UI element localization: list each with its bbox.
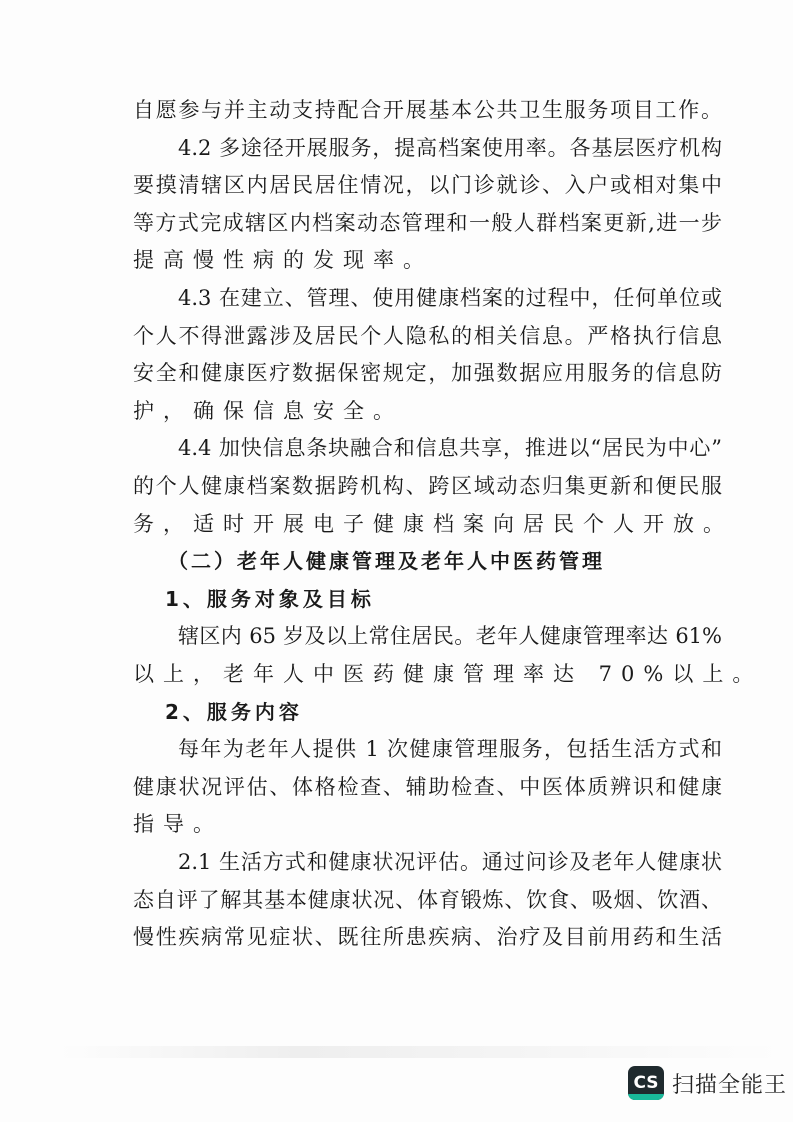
text-line: 4.2 多途径开展服务，提高档案使用率。各基层医疗机构 bbox=[178, 135, 722, 160]
subsection-heading: 2、服务内容 bbox=[165, 699, 303, 724]
scan-smudge bbox=[60, 1046, 780, 1058]
text-line: 个人不得泄露涉及居民个人隐私的相关信息。严格执行信息 bbox=[133, 323, 722, 348]
text-line: 要摸清辖区内居民居住情况，以门诊就诊、入户或相对集中 bbox=[133, 173, 722, 198]
text-line: 自愿参与并主动支持配合开展基本公共卫生服务项目工作。 bbox=[133, 98, 722, 122]
text-line: 每年为老年人提供 1 次健康管理服务，包括生活方式和 bbox=[178, 737, 722, 762]
text-line: 辖区内 65 岁及以上常住居民。老年人健康管理率达 61% bbox=[178, 624, 722, 649]
text-line: 以上，老年人中医药健康管理率达 70%以上。 bbox=[133, 662, 763, 686]
text-line: 4.3 在建立、管理、使用健康档案的过程中，任何单位或 bbox=[178, 286, 722, 310]
text-line: 务，适时开展电子健康档案向居民个人开放。 bbox=[133, 511, 733, 536]
text-line: 护，确保信息安全。 bbox=[133, 398, 403, 423]
text-line: 安全和健康医疗数据保密规定，加强数据应用服务的信息防 bbox=[133, 361, 722, 386]
text-line: 健康状况评估、体格检查、辅助检查、中医体质辨识和健康 bbox=[133, 774, 722, 799]
text-line: 指导。 bbox=[133, 812, 223, 837]
text-line: 2.1 生活方式和健康状况评估。通过问诊及老年人健康状 bbox=[178, 850, 722, 874]
text-line: 的个人健康档案数据跨机构、跨区域动态归集更新和便民服 bbox=[133, 474, 722, 498]
camscanner-watermark bbox=[628, 1066, 787, 1100]
text-line: 态自评了解其基本健康状况、体育锻炼、饮食、吸烟、饮酒、 bbox=[133, 887, 722, 912]
subsection-heading: 1、服务对象及目标 bbox=[165, 586, 375, 611]
cs-logo-icon: CS bbox=[628, 1066, 664, 1100]
text-line: 提高慢性病的发现率。 bbox=[133, 248, 433, 273]
text-line: 慢性疾病常见症状、既往所患疾病、治疗及目前用药和生活 bbox=[133, 925, 722, 950]
text-line: 等方式完成辖区内档案动态管理和一般人群档案更新,进一步 bbox=[133, 210, 722, 235]
section-heading: （二）老年人健康管理及老年人中医药管理 bbox=[168, 549, 605, 574]
watermark-text: 扫描全能王 bbox=[672, 1072, 788, 1098]
text-line: 4.4 加快信息条块融合和信息共享，推进以“居民为中心” bbox=[178, 436, 722, 461]
